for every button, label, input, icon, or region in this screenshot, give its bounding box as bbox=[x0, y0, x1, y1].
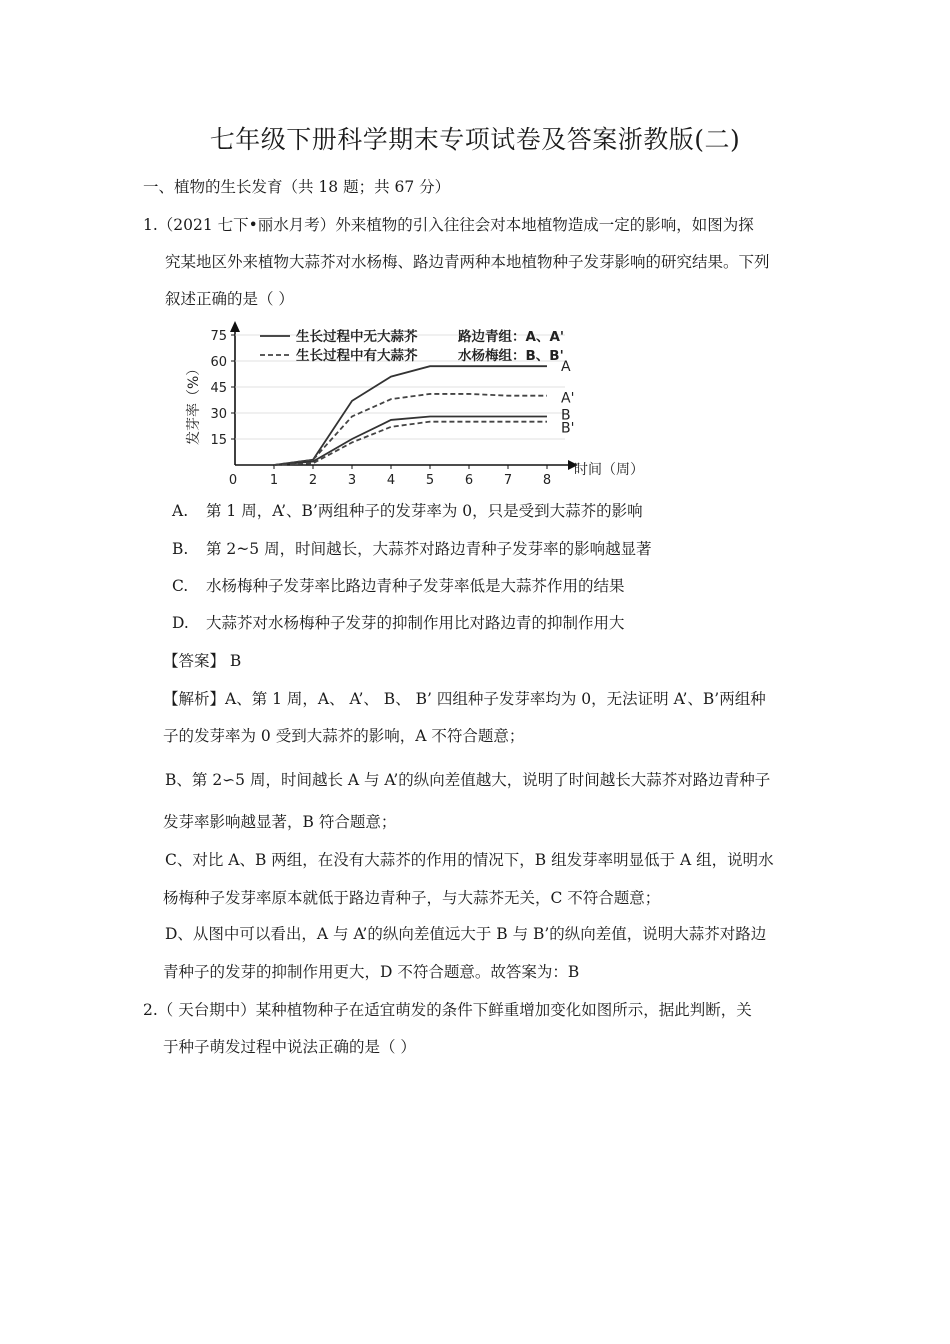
x-tick-label: 0 bbox=[228, 473, 238, 488]
series-end-label: B bbox=[561, 407, 571, 424]
y-axis-label: 发芽率（%） bbox=[186, 361, 202, 445]
explanation-line-7: D、从图中可以看出，A 与 A’的纵向差值远大于 B 与 B’的纵向差值，说明大蒜芥对路边 bbox=[165, 925, 767, 943]
chart-series bbox=[274, 359, 574, 465]
section-heading: 一、植物的生长发育（共 18 题；共 67 分） bbox=[143, 178, 451, 196]
option-d bbox=[172, 611, 625, 633]
option-a-text: 第 1 周，A’、B’两组种子的发芽率为 0，只是受到大蒜芥的影响 bbox=[206, 502, 643, 520]
y-tick-label: 75 bbox=[210, 329, 227, 344]
option-a-letter: A. bbox=[172, 502, 189, 520]
question-1-stem-line-1: 1.（2021 七下•丽水月考）外来植物的引入往往会对本地植物造成一定的影响，如图为探 bbox=[143, 216, 754, 234]
x-tick-label: 3 bbox=[347, 473, 357, 488]
x-tick-label: 5 bbox=[425, 473, 435, 488]
x-axis-label: 时间（周） bbox=[574, 462, 644, 478]
x-tick-label: 2 bbox=[308, 473, 318, 488]
option-c-letter: C. bbox=[172, 577, 189, 595]
question-2-stem-line-2: 于种子萌发过程中说法正确的是（ ） bbox=[163, 1038, 416, 1056]
option-a bbox=[172, 499, 643, 521]
x-tick-label: 4 bbox=[386, 473, 396, 488]
y-axis-arrow bbox=[230, 321, 240, 332]
x-tick-label: 8 bbox=[542, 473, 552, 488]
option-c-text: 水杨梅种子发芽率比路边青种子发芽率低是大蒜芥作用的结果 bbox=[206, 577, 625, 595]
option-d-text: 大蒜芥对水杨梅种子发芽的抑制作用比对路边青的抑制作用大 bbox=[206, 614, 625, 632]
y-tick-label: 45 bbox=[210, 381, 227, 396]
legend-dashed-label: 生长过程中有大蒜芥 bbox=[296, 348, 418, 364]
question-1-stem-line-2: 究某地区外来植物大蒜芥对水杨梅、路边青两种本地植物种子发芽影响的研究结果。下列 bbox=[165, 253, 770, 271]
answer-line: 【答案】 B bbox=[163, 652, 242, 670]
germination-rate-chart bbox=[180, 318, 644, 490]
option-b bbox=[172, 537, 652, 559]
y-tick-label: 30 bbox=[210, 407, 227, 422]
y-tick-label: 60 bbox=[210, 355, 227, 370]
x-tick-label: 7 bbox=[503, 473, 513, 488]
explanation-line-2: 子的发芽率为 0 受到大蒜芥的影响，A 不符合题意； bbox=[163, 727, 525, 745]
option-b-text: 第 2~5 周，时间越长，大蒜芥对路边青种子发芽率的影响越显著 bbox=[206, 540, 652, 558]
legend-group-2: 水杨梅组：B、B' bbox=[458, 348, 564, 364]
series-line-A-prime bbox=[274, 394, 547, 465]
x-tick-label: 6 bbox=[464, 473, 474, 488]
explanation-line-8: 青种子的发芽的抑制作用更大，D 不符合题意。故答案为：B bbox=[163, 963, 580, 981]
explanation-line-3: B、第 2∽5 周，时间越长 A 与 A’的纵向差值越大，说明了时间越长大蒜芥对路边青种子 bbox=[165, 771, 771, 789]
option-d-letter: D. bbox=[172, 614, 189, 632]
explanation-line-1: 【解析】A、第 1 周，A、 A’、 B、 B’ 四组种子发芽率均为 0，无法证明 A’、B’两组种 bbox=[163, 690, 766, 708]
y-tick-label: 15 bbox=[210, 433, 227, 448]
series-end-label: A' bbox=[561, 390, 575, 407]
question-1-stem-line-3: 叙述正确的是（ ） bbox=[165, 290, 294, 308]
explanation-line-5: C、对比 A、B 两组，在没有大蒜芥的作用的情况下，B 组发芽率明显低于 A 组，说明水 bbox=[165, 851, 774, 869]
option-b-letter: B. bbox=[172, 540, 189, 558]
question-2-stem-line-1: 2.（ 天台期中）某种植物种子在适宜萌发的条件下鲜重增加变化如图所示，据此判断，关 bbox=[143, 1001, 752, 1019]
document-title: 七年级下册科学期末专项试卷及答案浙教版(二) bbox=[209, 125, 741, 154]
x-tick-label: 1 bbox=[269, 473, 279, 488]
legend-group-1: 路边青组：A、A' bbox=[458, 329, 565, 345]
series-end-label: B' bbox=[561, 420, 575, 437]
legend-solid-label: 生长过程中无大蒜芥 bbox=[296, 329, 418, 345]
option-c bbox=[172, 574, 625, 596]
explanation-line-6: 杨梅种子发芽率原本就低于路边青种子，与大蒜芥无关，C 不符合题意； bbox=[163, 889, 661, 907]
series-end-label: A bbox=[561, 359, 571, 376]
chart-legend bbox=[260, 328, 564, 364]
explanation-line-4: 发芽率影响越显著，B 符合题意； bbox=[163, 813, 397, 831]
